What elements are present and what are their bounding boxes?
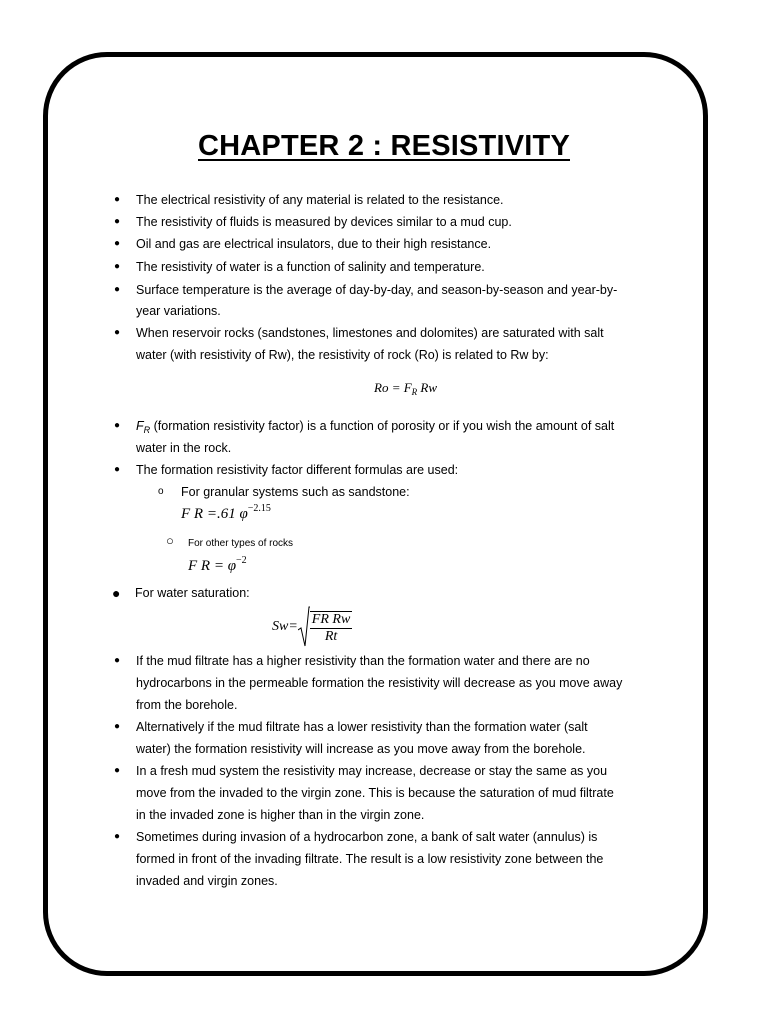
equation-sw: Sw= $\frac{\text{FR Rw}}{Rt}$: [272, 606, 352, 648]
bullet-text-cont: water (with resistivity of Rw), the resistivity of rock (Ro) is related to Rw by:: [136, 348, 549, 362]
fraction: $\frac{\text{FR Rw}}{Rt}$: [311, 612, 351, 644]
bullet-dot: ●: [114, 261, 121, 272]
bullet-dot: ●: [114, 420, 121, 431]
bullet-text-cont: move from the invaded to the virgin zone. This is because the saturation of mud filtrate: [136, 786, 614, 800]
bullet-text: When reservoir rocks (sandstones, limestones and dolomites) are saturated with salt: [136, 326, 604, 340]
bullet-text: Alternatively if the mud filtrate has a lower resistivity than the formation water (salt: [136, 720, 588, 734]
bullet-text: Surface temperature is the average of day-by-day, and season-by-season and year-by-: [136, 283, 618, 297]
bullet-text-cont: from the borehole.: [136, 698, 238, 712]
bullet-text-cont: formed in front of the invading filtrate. The result is a low resistivity zone between the: [136, 852, 604, 866]
bullet-text: The electrical resistivity of any material is related to the resistance.: [136, 193, 504, 207]
bullet-dot: ●: [114, 765, 121, 776]
bullet-text: Oil and gas are electrical insulators, due to their high resistance.: [136, 237, 492, 251]
bullet-dot: ●: [114, 216, 121, 227]
bullet-text: The resistivity of water is a function of salinity and temperature.: [136, 260, 485, 274]
bullet-text-cont: year variations.: [136, 304, 221, 318]
sub-bullet-dot: o: [158, 486, 164, 497]
bullet-dot: ●: [112, 585, 121, 601]
sqrt-sign: [298, 606, 310, 648]
bullet-dot: ●: [114, 194, 121, 205]
equation-granular: F R =.61 $\varphi^{-2.15}$: [181, 503, 271, 522]
sub-bullet-text: For other types of rocks: [188, 538, 294, 549]
bullet-text: $F_R$ (formation resistivity factor) is a function of porosity or if you wish the amount of salt: [136, 419, 615, 435]
bullet-dot: ●: [114, 655, 121, 666]
sub-bullet-circle: ○: [166, 533, 174, 548]
bullet-dot: ●: [114, 327, 121, 338]
bullet-dot: ●: [114, 464, 121, 475]
bullet-text: The formation resistivity factor different formulas are used:: [136, 463, 459, 477]
bullet-dot: ●: [114, 284, 121, 295]
bullet-dot: ●: [114, 831, 121, 842]
bullet-text-cont: water) the formation resistivity will increase as you move away from the borehole.: [136, 742, 586, 756]
bullet-text: The resistivity of fluids is measured by devices similar to a mud cup.: [136, 215, 512, 229]
bullet-text-cont: in the invaded zone is higher than in the virgin zone.: [136, 808, 425, 822]
bullet-text: In a fresh mud system the resistivity may increase, decrease or stay the same as you: [136, 764, 608, 778]
bullet-text: Sometimes during invasion of a hydrocarbon zone, a bank of salt water (annulus) is: [136, 830, 598, 844]
chapter-title: CHAPTER 2 : RESISTIVITY: [198, 130, 570, 162]
bullet-text: If the mud filtrate has a higher resistivity than the formation water and there are no: [136, 654, 590, 668]
bullet-dot: ●: [114, 721, 121, 732]
sub-bullet-text: For granular systems such as sandstone:: [181, 485, 410, 499]
bullet-text: For water saturation:: [135, 586, 250, 600]
bullet-text-cont: invaded and virgin zones.: [136, 874, 278, 888]
bullet-text-cont: hydrocarbons in the permeable formation the resistivity will decrease as you move away: [136, 676, 623, 690]
equation-ro: $Ro = F_R$ Rw: [374, 380, 438, 397]
bullet-dot: ●: [114, 238, 121, 249]
bullet-text-cont: water in the rock.: [136, 441, 232, 455]
equation-other: F $R = \varphi^{-2}$: [188, 555, 247, 574]
